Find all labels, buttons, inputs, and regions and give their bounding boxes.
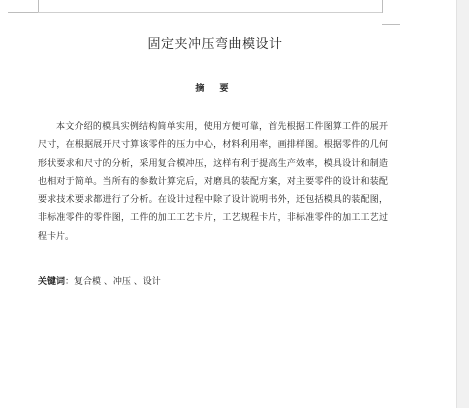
crop-mark-top-left-horizontal	[8, 12, 38, 13]
abstract-heading: 摘 要	[195, 84, 235, 94]
header-rule	[38, 12, 382, 13]
abstract-paragraph: 本文介绍的模具实例结构简单实用，使用方便可靠，首先根据工件图算工件的展开尺寸，在根据展开尺寸算该零件的压力中心，材料利用率，画排样图。根据零件的几何形状要求和尺寸的分析，采用复合模冲压，这样有利于提高生产效率，模具设计和制造也相对于简单。当所有的参数计算完后，对磨具的装配方案，对主要零件的设计和装配要求技术要求都进行了分析。在设计过程中除了设计说明书外，还包括模具的装配图，非标准零件的零件图，工件的加工工艺卡片，工艺规程卡片，非标准零件的加工工艺过程卡片。	[38, 122, 388, 242]
document-title: 固定夹冲压弯曲模设计	[147, 37, 283, 52]
keywords-line	[38, 274, 398, 287]
keywords-value: ：复合模 、冲压 、设计	[65, 277, 161, 287]
keywords-label: 关键词	[38, 277, 66, 287]
vertical-scrollbar[interactable]	[456, 0, 469, 408]
crop-mark-top-right-horizontal	[382, 24, 400, 25]
abstract-body	[38, 118, 388, 246]
crop-mark-top-right-vertical	[382, 0, 383, 13]
